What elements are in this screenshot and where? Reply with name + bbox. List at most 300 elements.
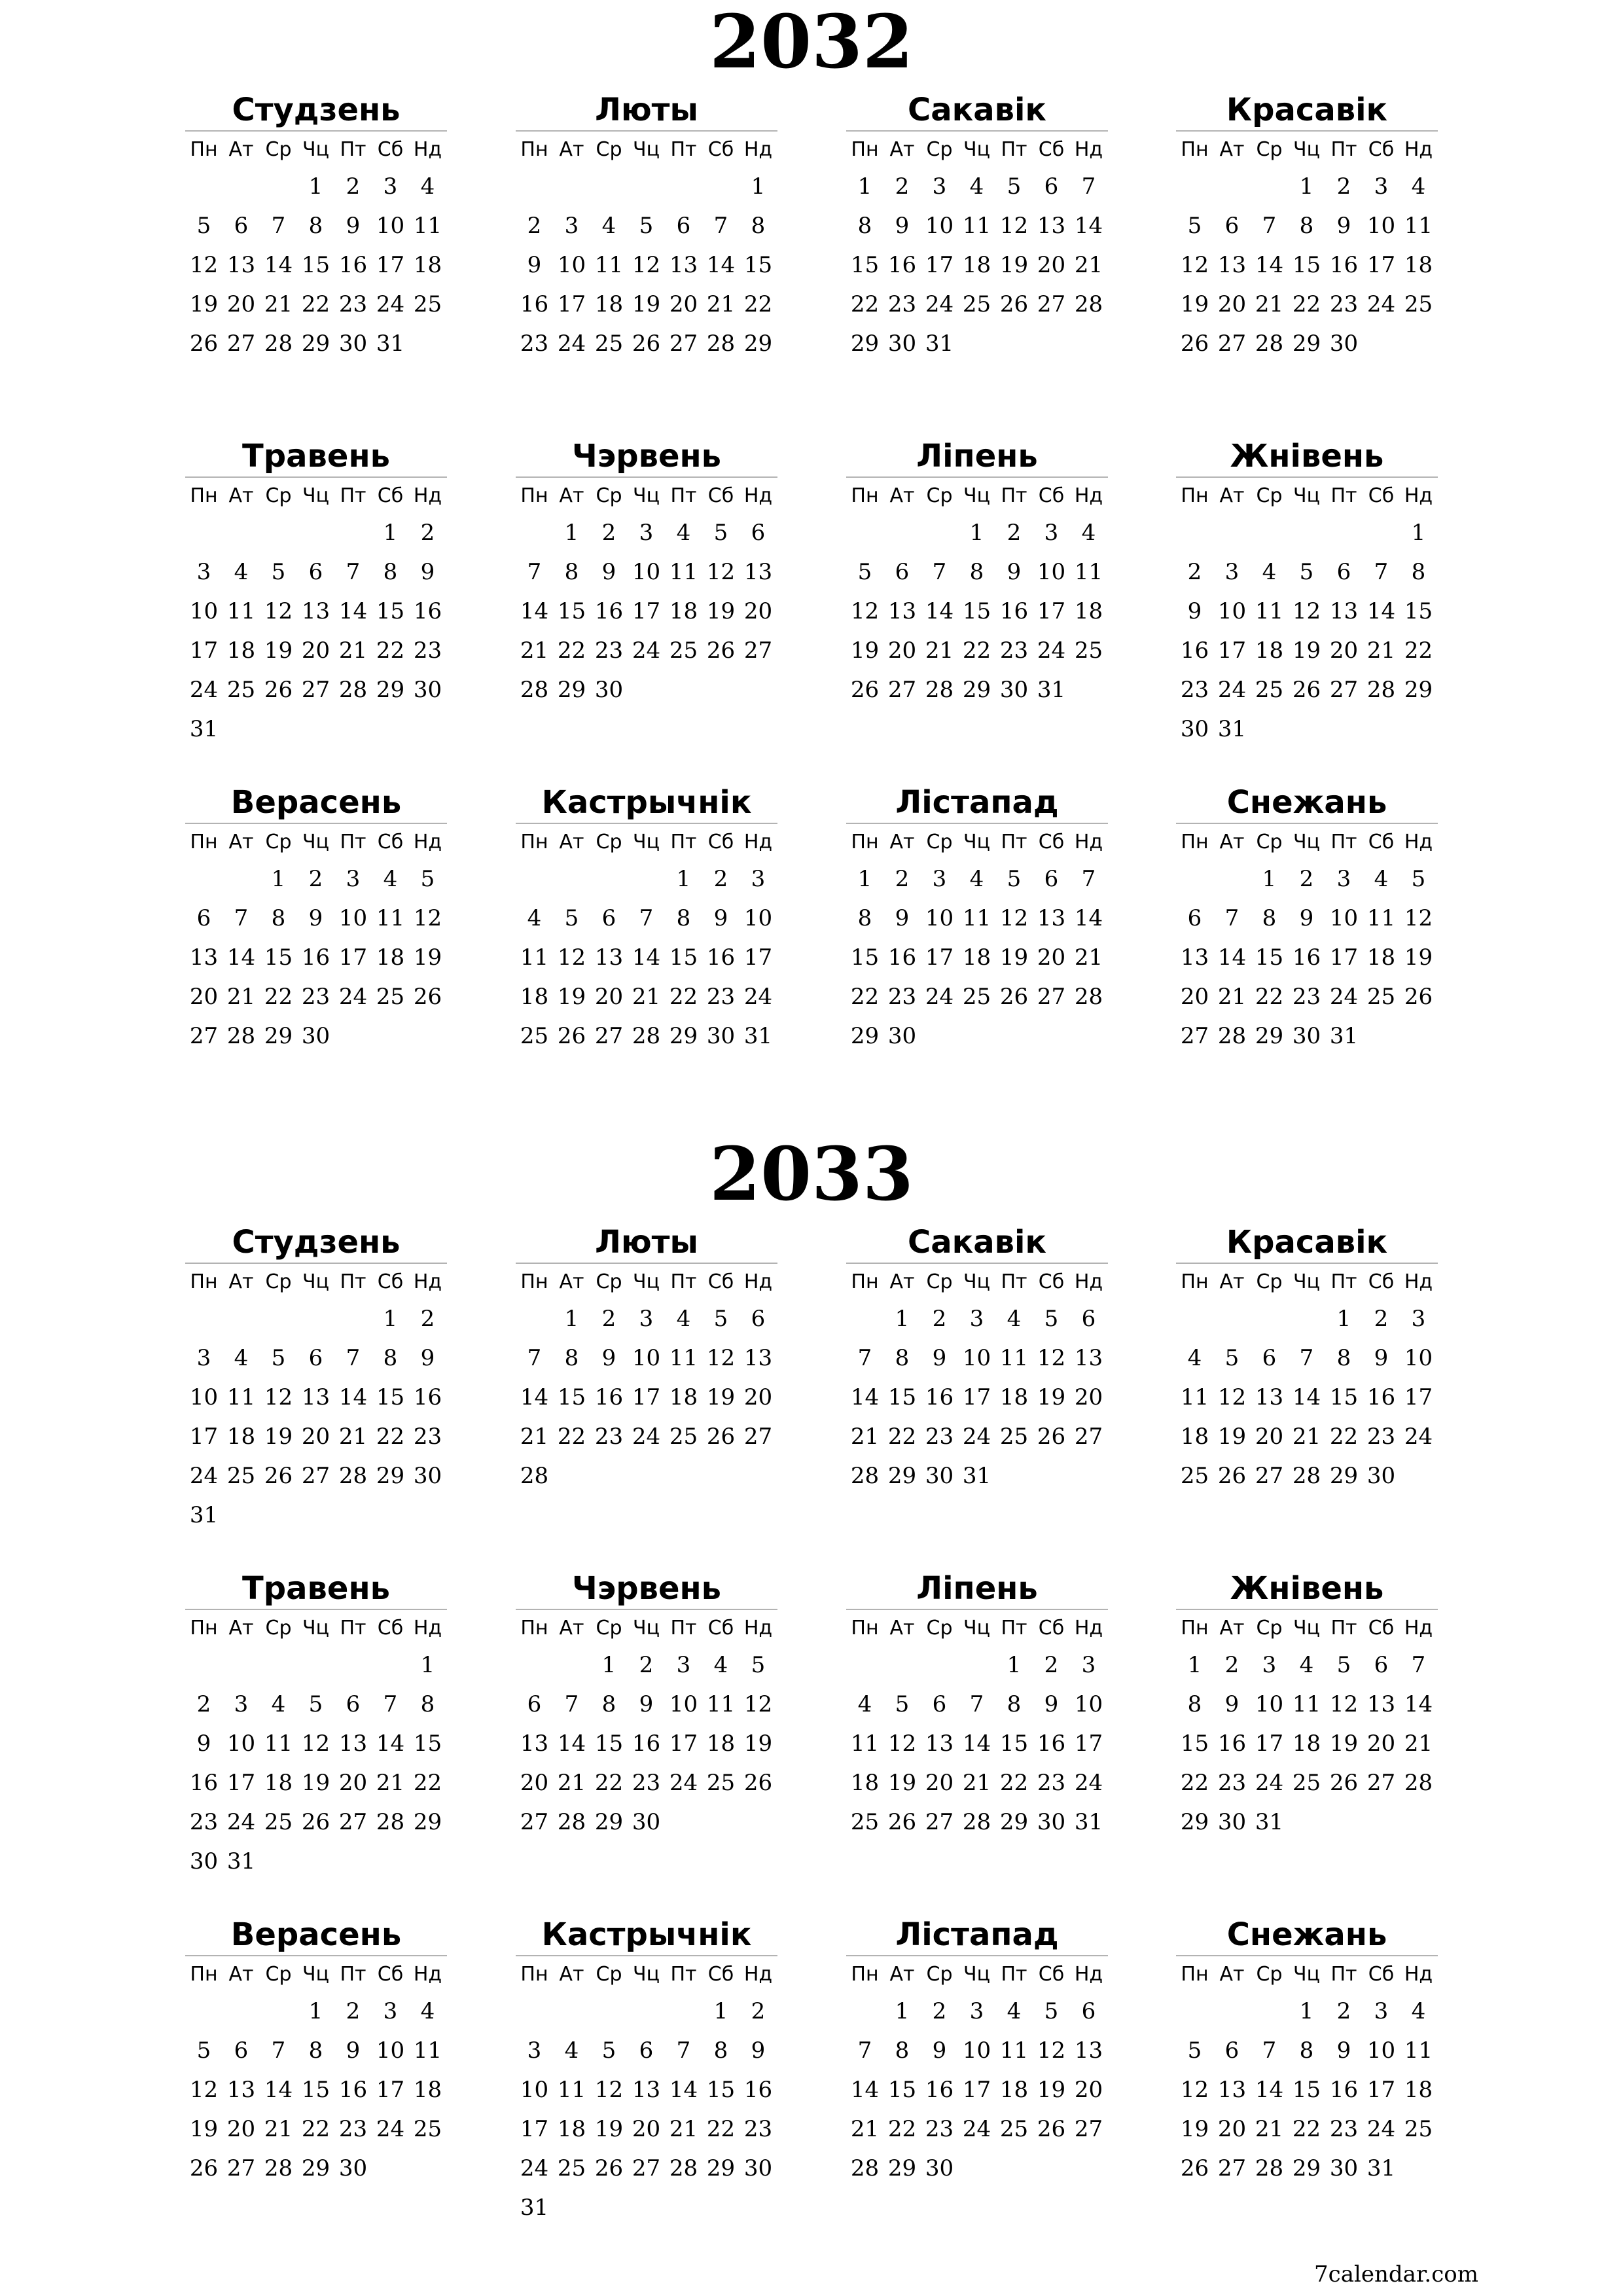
month-block [1176, 1912, 1438, 2188]
day-cell-empty [223, 1299, 260, 1338]
month-block [185, 1912, 447, 2188]
day-cell: 6 [1044, 173, 1059, 200]
day-cell: 6 [1336, 559, 1351, 585]
day-cell: 9 [932, 2037, 947, 2064]
day-cell: 30 [887, 1023, 917, 1049]
day-cell: 29 [557, 677, 586, 703]
day-cell: 12 [413, 905, 442, 931]
day-cell-empty [260, 167, 297, 206]
weekday-label: Ат [228, 1270, 254, 1293]
day-cell: 7 [527, 559, 542, 585]
day-cell: 15 [413, 1731, 442, 1757]
day-cell: 31 [520, 2195, 549, 2221]
day-cell: 5 [564, 905, 579, 931]
day-cell: 12 [1180, 252, 1209, 278]
day-cell: 20 [632, 2116, 661, 2142]
day-cell: 11 [1255, 598, 1284, 624]
day-cell: 11 [376, 905, 405, 931]
day-cell: 28 [962, 1809, 991, 1835]
day-cell-empty [1176, 513, 1213, 552]
day-cell: 1 [420, 1652, 435, 1678]
weekday-header [1176, 1958, 1438, 1992]
weekday-label: Ат [228, 831, 254, 853]
day-cell: 15 [1180, 1731, 1209, 1757]
weekday-label: Ат [889, 1617, 915, 1640]
day-cell: 10 [925, 905, 954, 931]
day-cell: 8 [1262, 905, 1277, 931]
weekday-label: Чц [1293, 1270, 1320, 1293]
day-cell: 22 [706, 2116, 736, 2142]
day-cell: 4 [1081, 520, 1096, 546]
day-cell: 3 [196, 559, 211, 585]
day-cell: 11 [413, 213, 442, 239]
day-cell: 4 [601, 213, 616, 239]
day-cell: 19 [264, 1424, 293, 1450]
day-cell: 1 [1299, 173, 1314, 200]
day-cell: 24 [632, 1424, 661, 1450]
day-cell: 6 [1081, 1306, 1096, 1332]
day-cell: 14 [264, 2077, 293, 2103]
weekday-label: Пн [1181, 1617, 1209, 1640]
day-cell-empty [297, 513, 334, 552]
day-cell: 18 [226, 1424, 256, 1450]
day-cell: 5 [857, 559, 872, 585]
day-cell: 4 [234, 1345, 249, 1371]
weekday-label: Ат [889, 831, 915, 853]
weekday-label: Ср [926, 831, 953, 853]
day-grid [516, 513, 777, 709]
day-cell: 19 [887, 1770, 917, 1796]
day-cell: 11 [1292, 1691, 1321, 1717]
day-cell: 10 [376, 213, 405, 239]
day-cell-empty [846, 1299, 883, 1338]
day-cell: 3 [969, 1306, 984, 1332]
day-cell: 14 [376, 1731, 405, 1757]
weekday-label: Сб [1368, 138, 1395, 161]
weekday-label: Чц [633, 1617, 660, 1640]
weekday-label: Ср [1256, 484, 1283, 507]
day-cell: 2 [308, 866, 323, 892]
day-cell: 4 [271, 1691, 286, 1717]
day-cell: 30 [1037, 1809, 1066, 1835]
day-cell: 3 [1081, 1652, 1096, 1678]
day-cell-empty [223, 513, 260, 552]
day-cell-empty [297, 1645, 334, 1685]
day-cell: 13 [1217, 2077, 1247, 2103]
day-cell: 3 [639, 1306, 654, 1332]
day-cell: 3 [1374, 1998, 1389, 2024]
weekday-label: Пт [1330, 484, 1357, 507]
day-cell: 20 [1329, 637, 1359, 664]
day-cell: 3 [969, 1998, 984, 2024]
day-cell: 15 [594, 1731, 624, 1757]
day-cell: 18 [962, 944, 991, 971]
day-cell: 29 [706, 2155, 736, 2181]
day-cell: 8 [420, 1691, 435, 1717]
weekday-label: Пн [1181, 1270, 1209, 1293]
day-cell: 2 [751, 1998, 766, 2024]
day-cell-empty [516, 1299, 553, 1338]
weekday-label: Сб [377, 138, 404, 161]
day-cell: 21 [338, 637, 368, 664]
day-cell: 7 [713, 213, 728, 239]
day-cell: 13 [301, 598, 330, 624]
day-cell: 5 [1007, 173, 1022, 200]
day-cell: 4 [1411, 173, 1426, 200]
day-cell: 5 [601, 2037, 616, 2064]
day-cell: 21 [264, 291, 293, 317]
month-block [185, 1219, 447, 1535]
day-cell: 31 [962, 1463, 991, 1489]
day-cell: 14 [1074, 213, 1103, 239]
day-cell: 5 [751, 1652, 766, 1678]
day-cell: 22 [962, 637, 991, 664]
day-cell: 7 [1262, 2037, 1277, 2064]
day-cell: 27 [743, 1424, 773, 1450]
day-cell: 16 [887, 252, 917, 278]
day-cell: 7 [1299, 1345, 1314, 1371]
day-cell: 26 [1404, 984, 1433, 1010]
day-grid [1176, 859, 1437, 1056]
weekday-label: Сб [707, 1270, 734, 1293]
day-grid [516, 1992, 777, 2227]
day-cell: 21 [669, 2116, 698, 2142]
day-cell: 11 [520, 944, 549, 971]
day-cell: 10 [1217, 598, 1247, 624]
day-cell: 20 [1074, 1384, 1103, 1410]
day-cell: 10 [925, 213, 954, 239]
day-cell-empty [185, 859, 223, 899]
day-cell: 27 [1074, 1424, 1103, 1450]
day-cell: 15 [999, 1731, 1029, 1757]
day-cell: 3 [564, 213, 579, 239]
weekday-label: Чц [1293, 1963, 1320, 1986]
day-cell: 12 [850, 598, 880, 624]
day-cell: 5 [1044, 1306, 1059, 1332]
day-cell: 16 [338, 2077, 368, 2103]
day-cell: 13 [632, 2077, 661, 2103]
weekday-label: Ср [926, 1963, 953, 1986]
day-cell: 23 [1329, 291, 1359, 317]
day-cell: 13 [743, 559, 773, 585]
day-cell: 29 [1292, 331, 1321, 357]
day-cell: 11 [706, 1691, 736, 1717]
weekday-label: Пт [1001, 138, 1027, 161]
day-cell: 20 [301, 637, 330, 664]
day-cell: 11 [962, 213, 991, 239]
day-cell: 28 [632, 1023, 661, 1049]
day-cell: 9 [346, 213, 361, 239]
day-cell: 24 [557, 331, 586, 357]
day-cell: 13 [743, 1345, 773, 1371]
weekday-label: Сб [377, 484, 404, 507]
weekday-label: Пт [1330, 1617, 1357, 1640]
day-cell: 1 [564, 520, 579, 546]
day-cell: 18 [413, 252, 442, 278]
weekday-label: Пт [670, 484, 697, 507]
day-cell: 12 [743, 1691, 773, 1717]
day-cell: 4 [420, 173, 435, 200]
day-cell: 10 [1037, 559, 1066, 585]
weekday-label: Пн [190, 484, 218, 507]
weekday-label: Нд [743, 1270, 773, 1293]
day-cell: 10 [632, 1345, 661, 1371]
day-cell: 16 [632, 1731, 661, 1757]
day-cell: 31 [1217, 716, 1247, 742]
day-cell: 28 [1217, 1023, 1247, 1049]
day-cell-empty [223, 1992, 260, 2031]
day-cell-empty [921, 513, 958, 552]
day-cell: 30 [594, 677, 624, 703]
weekday-label: Нд [1074, 484, 1103, 507]
day-cell-empty [223, 1645, 260, 1685]
day-cell: 2 [932, 1998, 947, 2024]
day-cell: 25 [850, 1809, 880, 1835]
day-cell: 25 [264, 1809, 293, 1835]
day-cell: 28 [1074, 291, 1103, 317]
day-cell: 4 [676, 1306, 691, 1332]
day-cell: 18 [557, 2116, 586, 2142]
day-cell-empty [883, 1645, 921, 1685]
day-cell: 9 [1007, 559, 1022, 585]
month-block [846, 1912, 1108, 2188]
day-cell: 11 [1074, 559, 1103, 585]
day-cell: 16 [520, 291, 549, 317]
day-cell: 24 [1255, 1770, 1284, 1796]
weekday-label: Нд [1074, 138, 1103, 161]
day-cell: 20 [1217, 2116, 1247, 2142]
day-cell: 28 [226, 1023, 256, 1049]
day-cell: 30 [1217, 1809, 1247, 1835]
day-cell: 10 [1404, 1345, 1433, 1371]
day-cell: 10 [632, 559, 661, 585]
day-cell: 11 [1366, 905, 1396, 931]
day-cell: 12 [594, 2077, 624, 2103]
day-cell: 19 [1037, 2077, 1066, 2103]
year-title-2032: 2032 [709, 0, 914, 85]
day-cell: 2 [713, 866, 728, 892]
day-cell: 23 [594, 1424, 624, 1450]
weekday-label: Нд [413, 831, 442, 853]
day-cell: 10 [338, 905, 368, 931]
weekday-label: Пт [340, 484, 366, 507]
day-cell: 8 [271, 905, 286, 931]
day-cell-empty [297, 1299, 334, 1338]
day-cell: 14 [1074, 905, 1103, 931]
month-name: Ліпень [846, 433, 1108, 478]
month-block [516, 1219, 777, 1496]
day-cell: 6 [346, 1691, 361, 1717]
day-cell: 30 [413, 677, 442, 703]
day-cell: 5 [271, 559, 286, 585]
day-cell: 23 [706, 984, 736, 1010]
day-cell: 18 [1292, 1731, 1321, 1757]
day-cell-empty [1251, 513, 1288, 552]
weekday-label: Чц [1293, 831, 1320, 853]
day-cell: 1 [383, 520, 398, 546]
day-cell: 22 [1404, 637, 1433, 664]
day-cell: 26 [706, 1424, 736, 1450]
day-cell: 6 [676, 213, 691, 239]
day-cell: 29 [887, 2155, 917, 2181]
day-cell: 6 [1081, 1998, 1096, 2024]
weekday-label: Пт [1001, 1963, 1027, 1986]
day-cell: 19 [706, 1384, 736, 1410]
day-cell: 16 [338, 252, 368, 278]
day-cell: 19 [189, 2116, 219, 2142]
day-cell: 13 [1180, 944, 1209, 971]
day-cell-empty [1288, 513, 1325, 552]
weekday-label: Ср [265, 1270, 292, 1293]
day-cell-empty [1251, 1992, 1288, 2031]
day-cell-empty [553, 1992, 590, 2031]
day-cell: 19 [1037, 1384, 1066, 1410]
day-cell: 29 [743, 331, 773, 357]
day-cell: 24 [925, 291, 954, 317]
day-cell: 21 [1292, 1424, 1321, 1450]
weekday-label: Пн [520, 484, 548, 507]
day-cell: 2 [1299, 866, 1314, 892]
day-grid [846, 513, 1107, 709]
day-cell: 25 [962, 291, 991, 317]
weekday-label: Чц [1293, 138, 1320, 161]
day-cell-empty [590, 167, 628, 206]
day-cell: 26 [189, 2155, 219, 2181]
day-cell: 5 [713, 1306, 728, 1332]
day-cell: 26 [743, 1770, 773, 1796]
day-cell: 25 [999, 2116, 1029, 2142]
weekday-label: Ат [1219, 138, 1245, 161]
day-cell: 10 [743, 905, 773, 931]
day-cell: 30 [1329, 331, 1359, 357]
day-cell: 27 [338, 1809, 368, 1835]
day-cell: 19 [264, 637, 293, 664]
day-cell: 14 [1404, 1691, 1433, 1717]
day-cell: 5 [1336, 1652, 1351, 1678]
weekday-header [185, 825, 447, 859]
day-cell: 9 [751, 2037, 766, 2064]
day-cell: 2 [895, 866, 910, 892]
day-cell: 4 [1007, 1306, 1022, 1332]
day-cell: 7 [271, 213, 286, 239]
day-cell: 2 [1007, 520, 1022, 546]
day-cell: 15 [1404, 598, 1433, 624]
day-cell-empty [260, 1992, 297, 2031]
day-cell: 24 [338, 984, 368, 1010]
day-cell: 31 [743, 1023, 773, 1049]
day-cell: 3 [751, 866, 766, 892]
day-cell: 2 [1336, 173, 1351, 200]
day-cell: 19 [706, 598, 736, 624]
weekday-header [846, 479, 1108, 513]
day-cell: 22 [376, 637, 405, 664]
day-cell: 14 [632, 944, 661, 971]
weekday-label: Пт [670, 1270, 697, 1293]
day-cell: 11 [669, 559, 698, 585]
day-cell: 22 [264, 984, 293, 1010]
weekday-label: Пн [190, 831, 218, 853]
day-cell: 13 [226, 252, 256, 278]
day-cell: 25 [999, 1424, 1029, 1450]
weekday-label: Ср [926, 1270, 953, 1293]
day-cell: 19 [189, 291, 219, 317]
day-cell: 22 [301, 291, 330, 317]
day-cell: 9 [1374, 1345, 1389, 1371]
day-grid [846, 1299, 1107, 1496]
day-cell: 6 [895, 559, 910, 585]
weekday-header [1176, 1265, 1438, 1299]
day-cell: 24 [189, 677, 219, 703]
month-name: Снежань [1176, 780, 1438, 824]
day-cell: 8 [1187, 1691, 1202, 1717]
day-cell: 27 [301, 1463, 330, 1489]
day-cell: 19 [743, 1731, 773, 1757]
day-cell: 22 [887, 1424, 917, 1450]
weekday-label: Ср [926, 138, 953, 161]
day-grid [185, 1299, 446, 1535]
day-cell: 10 [962, 1345, 991, 1371]
weekday-label: Нд [1404, 1270, 1433, 1293]
day-cell: 31 [1255, 1809, 1284, 1835]
day-cell: 14 [706, 252, 736, 278]
day-cell: 28 [706, 331, 736, 357]
day-cell: 27 [887, 677, 917, 703]
day-cell: 23 [520, 331, 549, 357]
day-cell: 7 [346, 1345, 361, 1371]
weekday-header [516, 1958, 777, 1992]
day-cell: 12 [264, 1384, 293, 1410]
day-cell: 20 [1037, 252, 1066, 278]
day-cell: 18 [264, 1770, 293, 1796]
day-cell: 24 [1366, 2116, 1396, 2142]
day-cell: 5 [1187, 213, 1202, 239]
day-cell: 11 [226, 1384, 256, 1410]
day-cell-empty [665, 167, 702, 206]
day-cell: 21 [376, 1770, 405, 1796]
day-cell: 6 [639, 2037, 654, 2064]
day-cell: 16 [1292, 944, 1321, 971]
day-cell: 24 [1037, 637, 1066, 664]
day-cell: 23 [925, 2116, 954, 2142]
day-cell: 14 [1217, 944, 1247, 971]
day-cell: 18 [1255, 637, 1284, 664]
day-cell: 18 [999, 1384, 1029, 1410]
day-cell: 20 [887, 637, 917, 664]
day-cell: 11 [557, 2077, 586, 2103]
day-cell: 30 [706, 1023, 736, 1049]
day-cell: 21 [1074, 944, 1103, 971]
weekday-label: Ат [559, 831, 584, 853]
day-cell: 22 [301, 2116, 330, 2142]
day-cell-empty [628, 859, 665, 899]
day-cell: 2 [1374, 1306, 1389, 1332]
weekday-label: Нд [1074, 831, 1103, 853]
day-cell: 21 [632, 984, 661, 1010]
day-cell: 9 [420, 559, 435, 585]
day-cell: 24 [1404, 1424, 1433, 1450]
day-cell: 5 [196, 2037, 211, 2064]
month-name: Кастрычнік [516, 780, 777, 824]
day-cell: 3 [676, 1652, 691, 1678]
day-cell: 1 [1299, 1998, 1314, 2024]
day-cell: 8 [857, 905, 872, 931]
day-cell: 14 [1366, 598, 1396, 624]
day-cell: 30 [632, 1809, 661, 1835]
day-cell: 27 [189, 1023, 219, 1049]
day-cell: 25 [594, 331, 624, 357]
day-cell: 12 [999, 213, 1029, 239]
day-cell: 16 [1329, 252, 1359, 278]
